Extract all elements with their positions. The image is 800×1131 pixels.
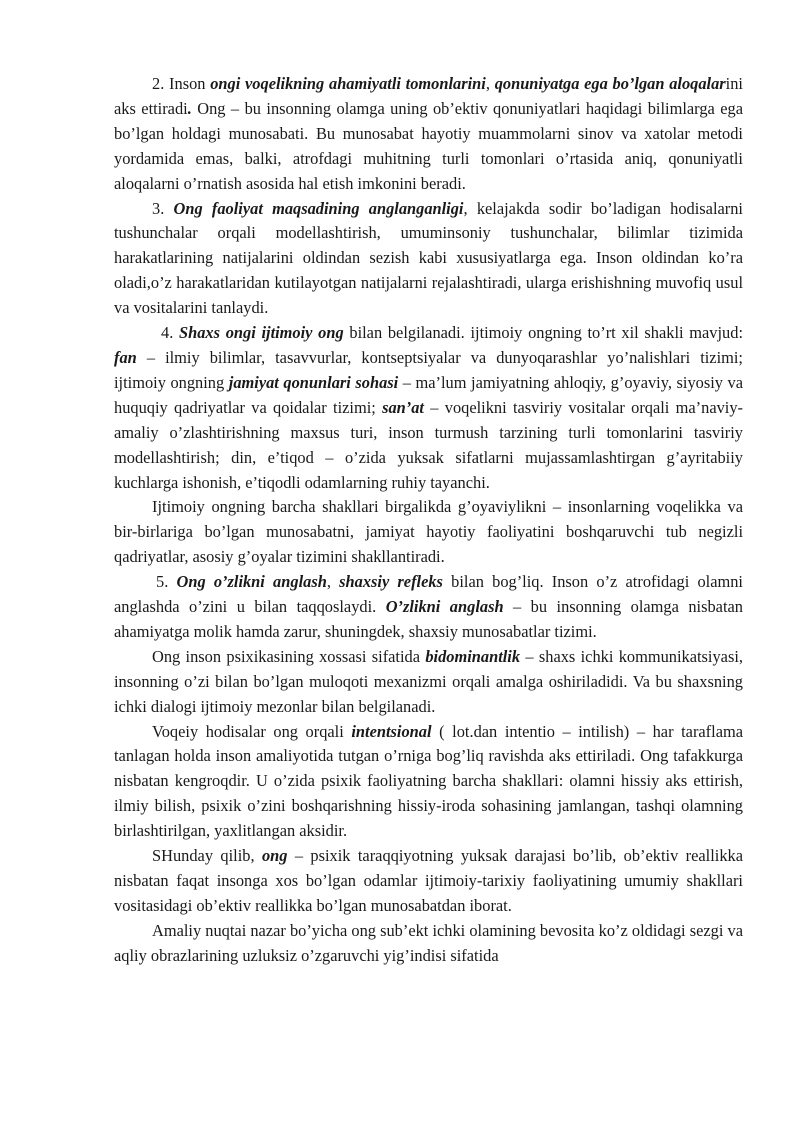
text-run: , kelajakda sodir bo’ladigan hodisalarni tushunchalar orqali modellashtirish, umuminsoniy tushunchalar, bilimlar tizimida harakatlarining natijalarini oldindan sezish kabi xususiyatlarga ega. Inson oldindan ko’ra oladi,o’z harakatlaridan kutilayotgan natijalarni rejalashtiradi, ularga erishishning muvofiq usul va vositalarini tanlaydi.: [114, 198, 743, 318]
text-run: 5.: [156, 572, 177, 592]
text-run: – ma’lum jamiyatning ahloqiy, g’oyaviy, siyosiy va huquqiy qadriyatlar va qoidalar tizimi;: [114, 372, 743, 417]
emphasis-term: .: [187, 98, 192, 118]
text-run: bilan belgilanadi. ijtimoiy ongning to’rt xil shakli mavjud:: [343, 323, 743, 343]
emphasis-term: intentsional: [351, 721, 432, 741]
emphasis-term: bidominantlik: [425, 646, 521, 666]
paragraph: [114, 72, 743, 197]
text-run: Ong – bu insonning olamga uning ob’ektiv qonuniyatlari haqidagi bilimlarga ega bo’lgan holdagi munosabati. Bu munosabat hayotiy muammolarni sinov va xatolar metodi yordamida emas, balki, atrofdagi muhitning turli tomonlari o’rtasida aniq, qonuniyatli aloqalarni o’rnatish asosida hal etish imkonini beradi.: [114, 98, 743, 193]
paragraph: [114, 645, 743, 720]
emphasis-term: jamiyat qonunlari sohasi: [228, 372, 399, 392]
emphasis-term: qonuniyatga ega bo’lgan aloqalar: [494, 74, 726, 93]
text-run: bilan bog’liq. Inson o’z atrofidagi olamni anglashda o’zini u bilan taqqoslaydi.: [114, 572, 743, 617]
text-run: ini aks ettiradi: [114, 74, 743, 118]
paragraph: [114, 844, 743, 919]
text-run: – bu insonning olamga nisbatan ahamiyatga molik hamda zarur, shuningdek, shaxsiy munosabatlar tizimi.: [114, 597, 743, 641]
text-run: ( lot.dan intentio – intilish) – har taraflama tanlagan holda inson amaliyotida tutgan o’rniga bog’liq ravishda aks ettiriladi. Ong tafakkurga nisbatan kengroqdir. U o’zida psixik faoliyatning barcha shakllari: olamni hissiy aks ettirish, ilmiy bilish, psixik o’zini boshqarishning hissiy-iroda sohasining jamlangan, tashqi olamning birlashtirilgan, yaxlitlangan aksidir.: [114, 721, 743, 841]
paragraph: [114, 570, 743, 645]
emphasis-term: ongi voqelikning ahamiyatli tomonlarini: [210, 74, 486, 93]
text-run: Amaliy nuqtai nazar bo’yicha ong sub’ekt ichki olamining bevosita ko’z oldidagi sezgi va aqliy obrazlarining uzluksiz o’zgaruvchi yig’indisi sifatida: [114, 920, 743, 965]
text-run: – ilmiy bilimlar, tasavvurlar, kontseptsiyalar va dunyoqarashlar yo’nalishlari tizimi; ijtimoiy ongning: [114, 347, 743, 392]
text-run: Ong inson psixikasining xossasi sifatida: [152, 646, 426, 666]
emphasis-term: Shaxs ongi ijtimoiy ong: [179, 323, 344, 343]
emphasis-term: Ong faoliyat maqsadining anglanganligi: [173, 198, 464, 218]
text-run: 2. Inson: [152, 74, 211, 93]
text-run: Voqeiy hodisalar ong orqali: [152, 721, 352, 741]
paragraph: [114, 321, 743, 495]
emphasis-term: san’at: [382, 397, 424, 417]
paragraph: [114, 919, 743, 969]
emphasis-term: O’zlikni anglash: [385, 597, 504, 617]
text-run: SHunday qilib,: [152, 846, 262, 866]
text-run: Ijtimoiy ongning barcha shakllari birgalikda g’oyaviylikni – insonlarning voqelikka va bir-birlariga bo’lgan munosabatni, jamiyat hayotiy faoliyatini boshqaruvchi tub negizli qadriyatlar, asosiy g’oyalar tizimini shakllantiradi.: [114, 497, 743, 567]
paragraph: [114, 197, 743, 322]
text-run: ,: [485, 74, 495, 93]
text-run: – voqelikni tasviriy vositalar orqali ma’naviy-amaliy o’zlashtirishning maxsus turi, inson turmush tarzining turli tomonlarini tasviriy modellashtirish; din, e’tiqod – o’zida yuksak sifatlarni mujassamlashtirgan g’ayritabiiy kuchlarga ishonish, e’tiqodli odamlarning ruhiy tayanchi.: [114, 397, 743, 492]
emphasis-term: ong: [261, 846, 288, 866]
text-run: ,: [326, 572, 340, 592]
text-run: 4.: [161, 323, 179, 343]
paragraph: [114, 495, 743, 570]
text-run: – shaxs ichki kommunikatsiyasi, insonning o’zi bilan bo’lgan muloqoti mexanizmi orqali amalga oshiriladidi. Va bu shaxsning ichki dialogi ijtimoiy mezonlar bilan belgilanadi.: [114, 646, 743, 716]
emphasis-term: fan: [114, 347, 137, 367]
paragraph: [114, 720, 743, 845]
text-run: 3.: [152, 198, 174, 218]
emphasis-term: shaxsiy refleks: [339, 572, 443, 592]
emphasis-term: Ong o’zlikni anglash: [176, 572, 327, 592]
text-run: – psixik taraqqiyotning yuksak darajasi bo’lib, ob’ektiv reallikka nisbatan faqat insonga xos bo’lgan odamlar ijtimoiy-tarixiy faoliyatining umumiy shakllari vositasidagi ob’ektiv reallikka bo’lgan munosabatdan iborat.: [114, 846, 743, 915]
